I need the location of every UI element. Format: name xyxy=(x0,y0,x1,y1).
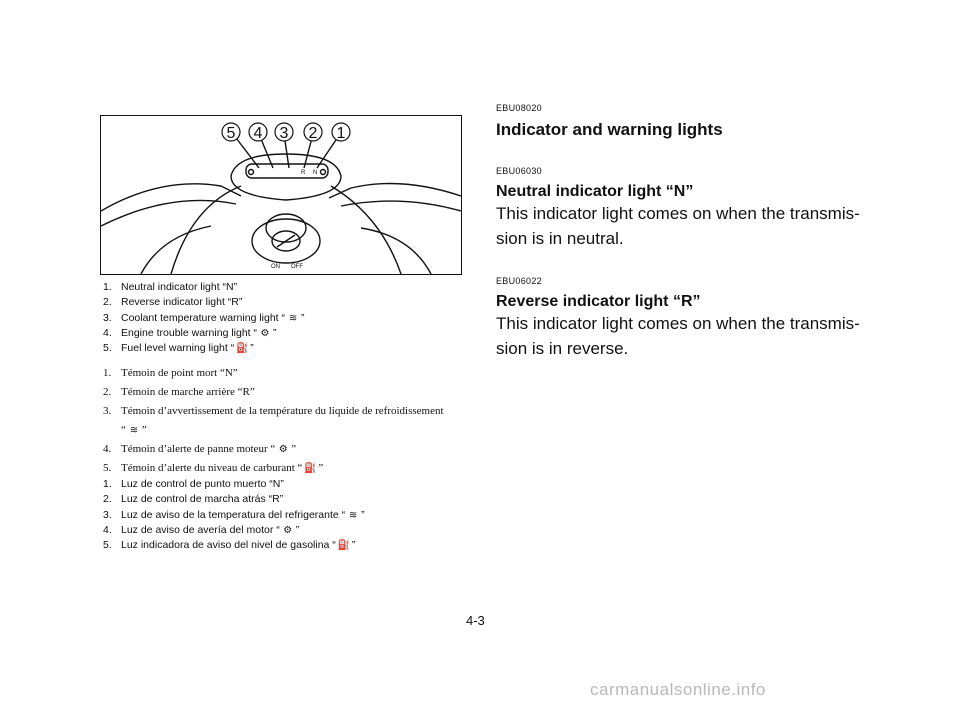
engine-trouble-icon: ⚙ xyxy=(278,444,288,455)
captions-spanish xyxy=(103,477,365,553)
fuel-level-icon: ⛽ xyxy=(337,540,351,552)
fuel-level-icon: ⛽ xyxy=(304,463,317,474)
caption-text: Engine trouble warning light “ xyxy=(121,326,257,339)
caption-es-3: 3. Luz de aviso de la temperatura del refrigerante “ ≋ ” xyxy=(103,508,365,523)
reverse-paragraph-line-1: This indicator light comes on when the transmis- xyxy=(496,314,860,333)
caption-text: Fuel level warning light “ xyxy=(121,342,235,355)
section-code-2: EBU06030 xyxy=(496,166,542,176)
caption-fr-3: 3. Témoin d’avvertissement de la température du liquide de refroidissement “ ≋ ” xyxy=(103,402,451,440)
caption-text: Luz de control de punto muerto “N” xyxy=(121,478,284,490)
coolant-temperature-icon: ≋ xyxy=(348,509,358,521)
caption-number: 5. xyxy=(103,342,112,355)
caption-number: 3. xyxy=(103,405,112,417)
callout-label-4: 4 xyxy=(253,125,263,142)
indicator-panel-illustration xyxy=(101,116,461,274)
right-handlebar xyxy=(329,184,461,199)
caption-es-5: 5. Luz indicadora de aviso del nivel de gasolina “ ⛽ ” xyxy=(103,538,365,553)
captions-french xyxy=(103,364,451,478)
page-number: 4-3 xyxy=(466,613,485,628)
caption-text: Luz de control de marcha atrás “R” xyxy=(121,493,284,506)
caption-number: 4. xyxy=(103,326,112,339)
callout-3 xyxy=(275,123,293,142)
reverse-heading: Reverse indicator light “R” xyxy=(496,293,701,310)
caption-text: Témoin d’alerte de panne moteur “ xyxy=(121,443,276,455)
caption-number: 2. xyxy=(103,493,112,506)
reverse-paragraph-line-2: sion is in reverse. xyxy=(496,339,629,358)
indicator-panel-figure xyxy=(100,115,462,275)
caption-text: Coolant temperature warning light “ xyxy=(121,311,286,324)
caption-text: Témoin de point mort “N” xyxy=(121,367,238,379)
callout-label-1: 1 xyxy=(336,125,346,142)
caption-number: 3. xyxy=(103,508,112,521)
caption-text: Luz de aviso de avería del motor “ xyxy=(121,523,280,536)
callout-1 xyxy=(332,123,350,142)
neutral-paragraph-line-2: sion is in neutral. xyxy=(496,229,624,248)
section-code-3: EBU06022 xyxy=(496,276,542,286)
callout-4 xyxy=(249,123,267,142)
caption-number: 1. xyxy=(103,281,112,293)
section-title: Indicator and warning lights xyxy=(496,120,723,139)
caption-number: 4. xyxy=(103,523,112,536)
neutral-paragraph-line-1: This indicator light comes on when the transmis- xyxy=(496,204,860,223)
reverse-paragraph xyxy=(496,311,886,361)
caption-en-3: 3. Coolant temperature warning light “ ≋ ” xyxy=(103,311,305,326)
caption-es-2 xyxy=(103,492,365,507)
caption-en-4: 4. Engine trouble warning light “ ⚙ ” xyxy=(103,326,305,341)
caption-number: 5. xyxy=(103,462,112,474)
caption-fr-2 xyxy=(103,383,451,402)
coolant-temperature-icon: ≋ xyxy=(288,312,298,324)
captions-english xyxy=(103,280,305,356)
caption-number: 1. xyxy=(103,478,112,490)
caption-number: 4. xyxy=(103,443,112,455)
caption-es-1 xyxy=(103,477,365,492)
caption-fr-4: 4. Témoin d’alerte de panne moteur “ ⚙ ” xyxy=(103,440,451,459)
callout-label-2: 2 xyxy=(308,125,318,142)
caption-text: Neutral indicator light “N” xyxy=(121,281,238,293)
caption-number: 1. xyxy=(103,367,112,379)
caption-en-2 xyxy=(103,295,305,310)
section-code-1: EBU08020 xyxy=(496,103,542,113)
caption-en-1 xyxy=(103,280,305,295)
caption-es-4: 4. Luz de aviso de avería del motor “ ⚙ ” xyxy=(103,523,365,538)
engine-trouble-icon: ⚙ xyxy=(260,327,270,339)
watermark: carmanualsonline.info xyxy=(590,680,766,699)
caption-en-5: 5. Fuel level warning light “ ⛽ ” xyxy=(103,341,305,356)
caption-fr-1 xyxy=(103,364,451,383)
caption-number: 2. xyxy=(103,296,112,309)
caption-text: Luz indicadora de aviso del nivel de gasolina “ xyxy=(121,539,336,552)
caption-number: 5. xyxy=(103,539,112,552)
caption-text: Reverse indicator light “R” xyxy=(121,296,243,309)
neutral-paragraph xyxy=(496,201,886,251)
engine-trouble-icon: ⚙ xyxy=(283,524,293,536)
neutral-heading: Neutral indicator light “N” xyxy=(496,183,694,200)
callout-2 xyxy=(304,123,322,142)
caption-text: Témoin de marche arrière “R” xyxy=(121,386,255,398)
switch-label-on: ON xyxy=(271,264,280,270)
caption-text: Luz de aviso de la temperatura del refrigerante “ xyxy=(121,508,346,521)
panel-label-n: N xyxy=(313,170,318,176)
caption-number: 2. xyxy=(103,386,112,398)
caption-fr-5: 5. Témoin d’alerte du niveau de carburant “ ⛽ ” xyxy=(103,459,451,478)
caption-text: Témoin d’alerte du niveau de carburant “ xyxy=(121,462,303,474)
coolant-temperature-icon: ≋ xyxy=(129,425,139,436)
switch-label-off: OFF xyxy=(291,264,303,270)
caption-text: Témoin d’avvertissement de la température du liquide de refroidissement “ xyxy=(121,405,444,436)
fuel-level-icon: ⛽ xyxy=(235,343,249,355)
caption-number: 3. xyxy=(103,311,112,324)
callout-5 xyxy=(222,123,240,142)
panel-label-r: R xyxy=(301,170,306,176)
callout-label-5: 5 xyxy=(226,125,236,142)
callout-label-3: 3 xyxy=(279,125,289,142)
